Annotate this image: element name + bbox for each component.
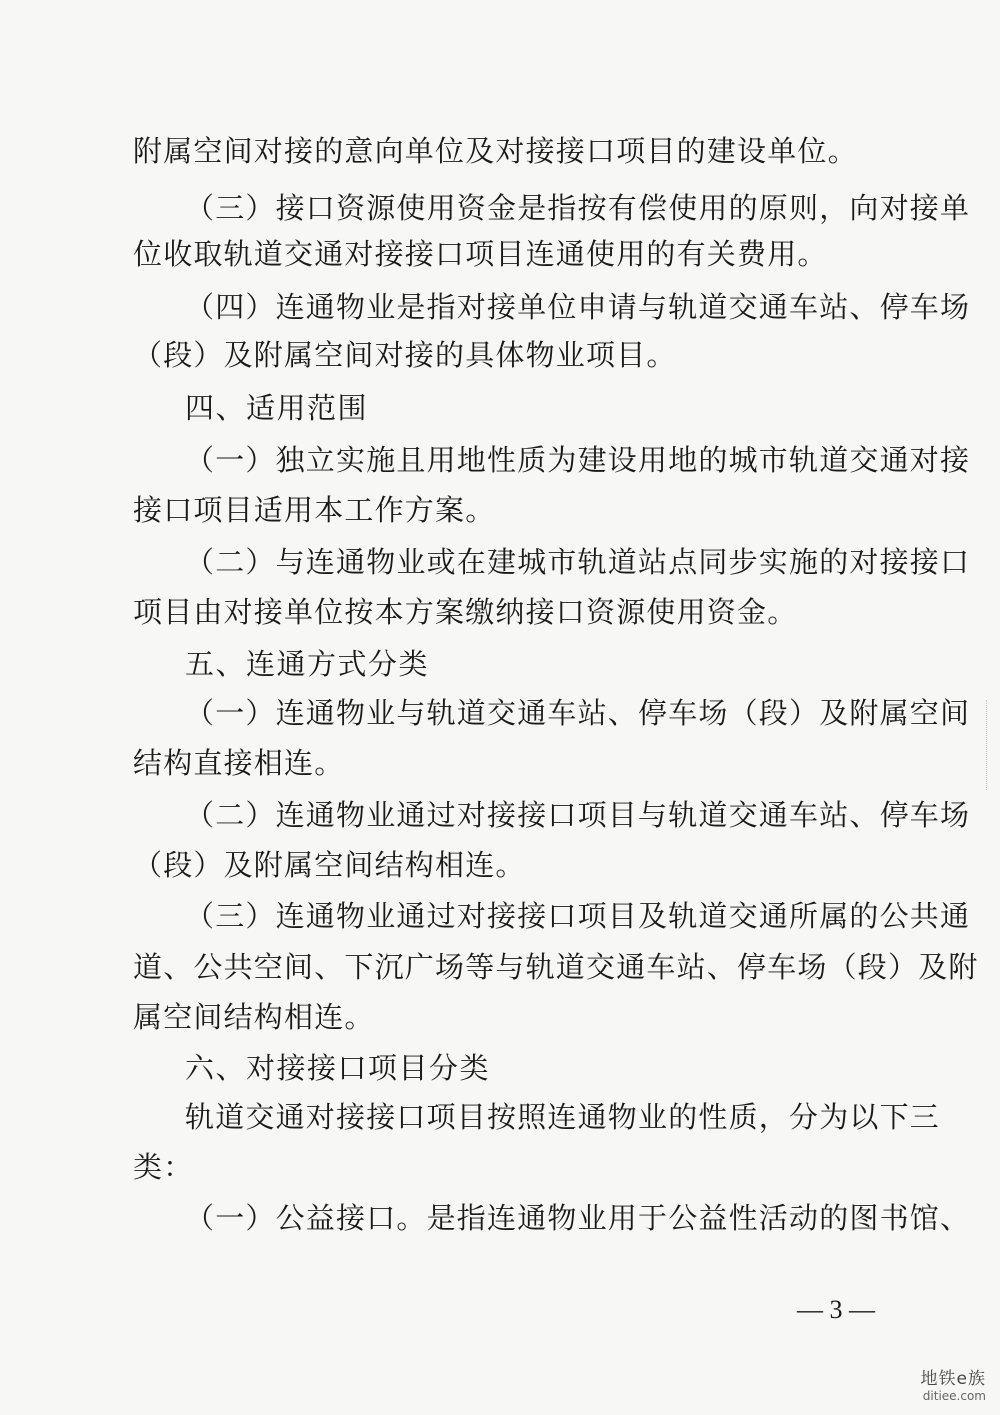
section-heading: 五、连通方式分类 (185, 647, 430, 681)
body-text-line: （二）连通物业通过对接接口项目与轨道交通车站、停车场 (185, 798, 971, 832)
body-text-line: 位收取轨道交通对接接口项目连通使用的有关费用。 (133, 237, 828, 271)
site-watermark (921, 1370, 986, 1403)
body-text-line: 接口项目适用本工作方案。 (133, 493, 496, 527)
body-text-line: （段）及附属空间结构相连。 (133, 848, 526, 882)
body-text-line: （一）连通物业与轨道交通车站、停车场（段）及附属空间 (185, 696, 971, 730)
scan-edge-mark (986, 700, 995, 790)
body-text-line: （四）连通物业是指对接单位申请与轨道交通车站、停车场 (185, 290, 971, 324)
body-text-line: 结构直接相连。 (133, 746, 345, 780)
section-heading: 六、对接接口项目分类 (185, 1051, 491, 1085)
body-text-line: 附属空间对接的意向单位及对接接口项目的建设单位。 (133, 134, 858, 168)
body-text-line: 类： (133, 1150, 194, 1184)
body-text-line: （三）接口资源使用资金是指按有偿使用的原则，向对接单 (185, 191, 971, 225)
body-text-line: 项目由对接单位按本方案缴纳接口资源使用资金。 (133, 595, 798, 629)
body-text-line: （三）连通物业通过对接接口项目及轨道交通所属的公共通 (185, 899, 971, 933)
body-text-line: 道、公共空间、下沉广场等与轨道交通车站、停车场（段）及附 (133, 950, 979, 984)
section-heading: 四、适用范围 (185, 391, 369, 425)
page-number: — 3 — (797, 1295, 875, 1324)
body-text-line: （一）独立实施且用地性质为建设用地的城市轨道交通对接 (185, 443, 971, 477)
watermark-domain: ditiee.com (922, 1389, 986, 1403)
body-text-line: （段）及附属空间对接的具体物业项目。 (133, 338, 677, 372)
body-text-line: 属空间结构相连。 (133, 1000, 375, 1034)
body-text-line: （二）与连通物业或在建城市轨道站点同步实施的对接接口 (185, 545, 971, 579)
body-text-line: （一）公益接口。是指连通物业用于公益性活动的图书馆、 (185, 1201, 971, 1235)
watermark-logo-text: 地铁e族 (920, 1369, 986, 1389)
body-text-line: 轨道交通对接接口项目按照连通物业的性质，分为以下三 (185, 1100, 941, 1134)
